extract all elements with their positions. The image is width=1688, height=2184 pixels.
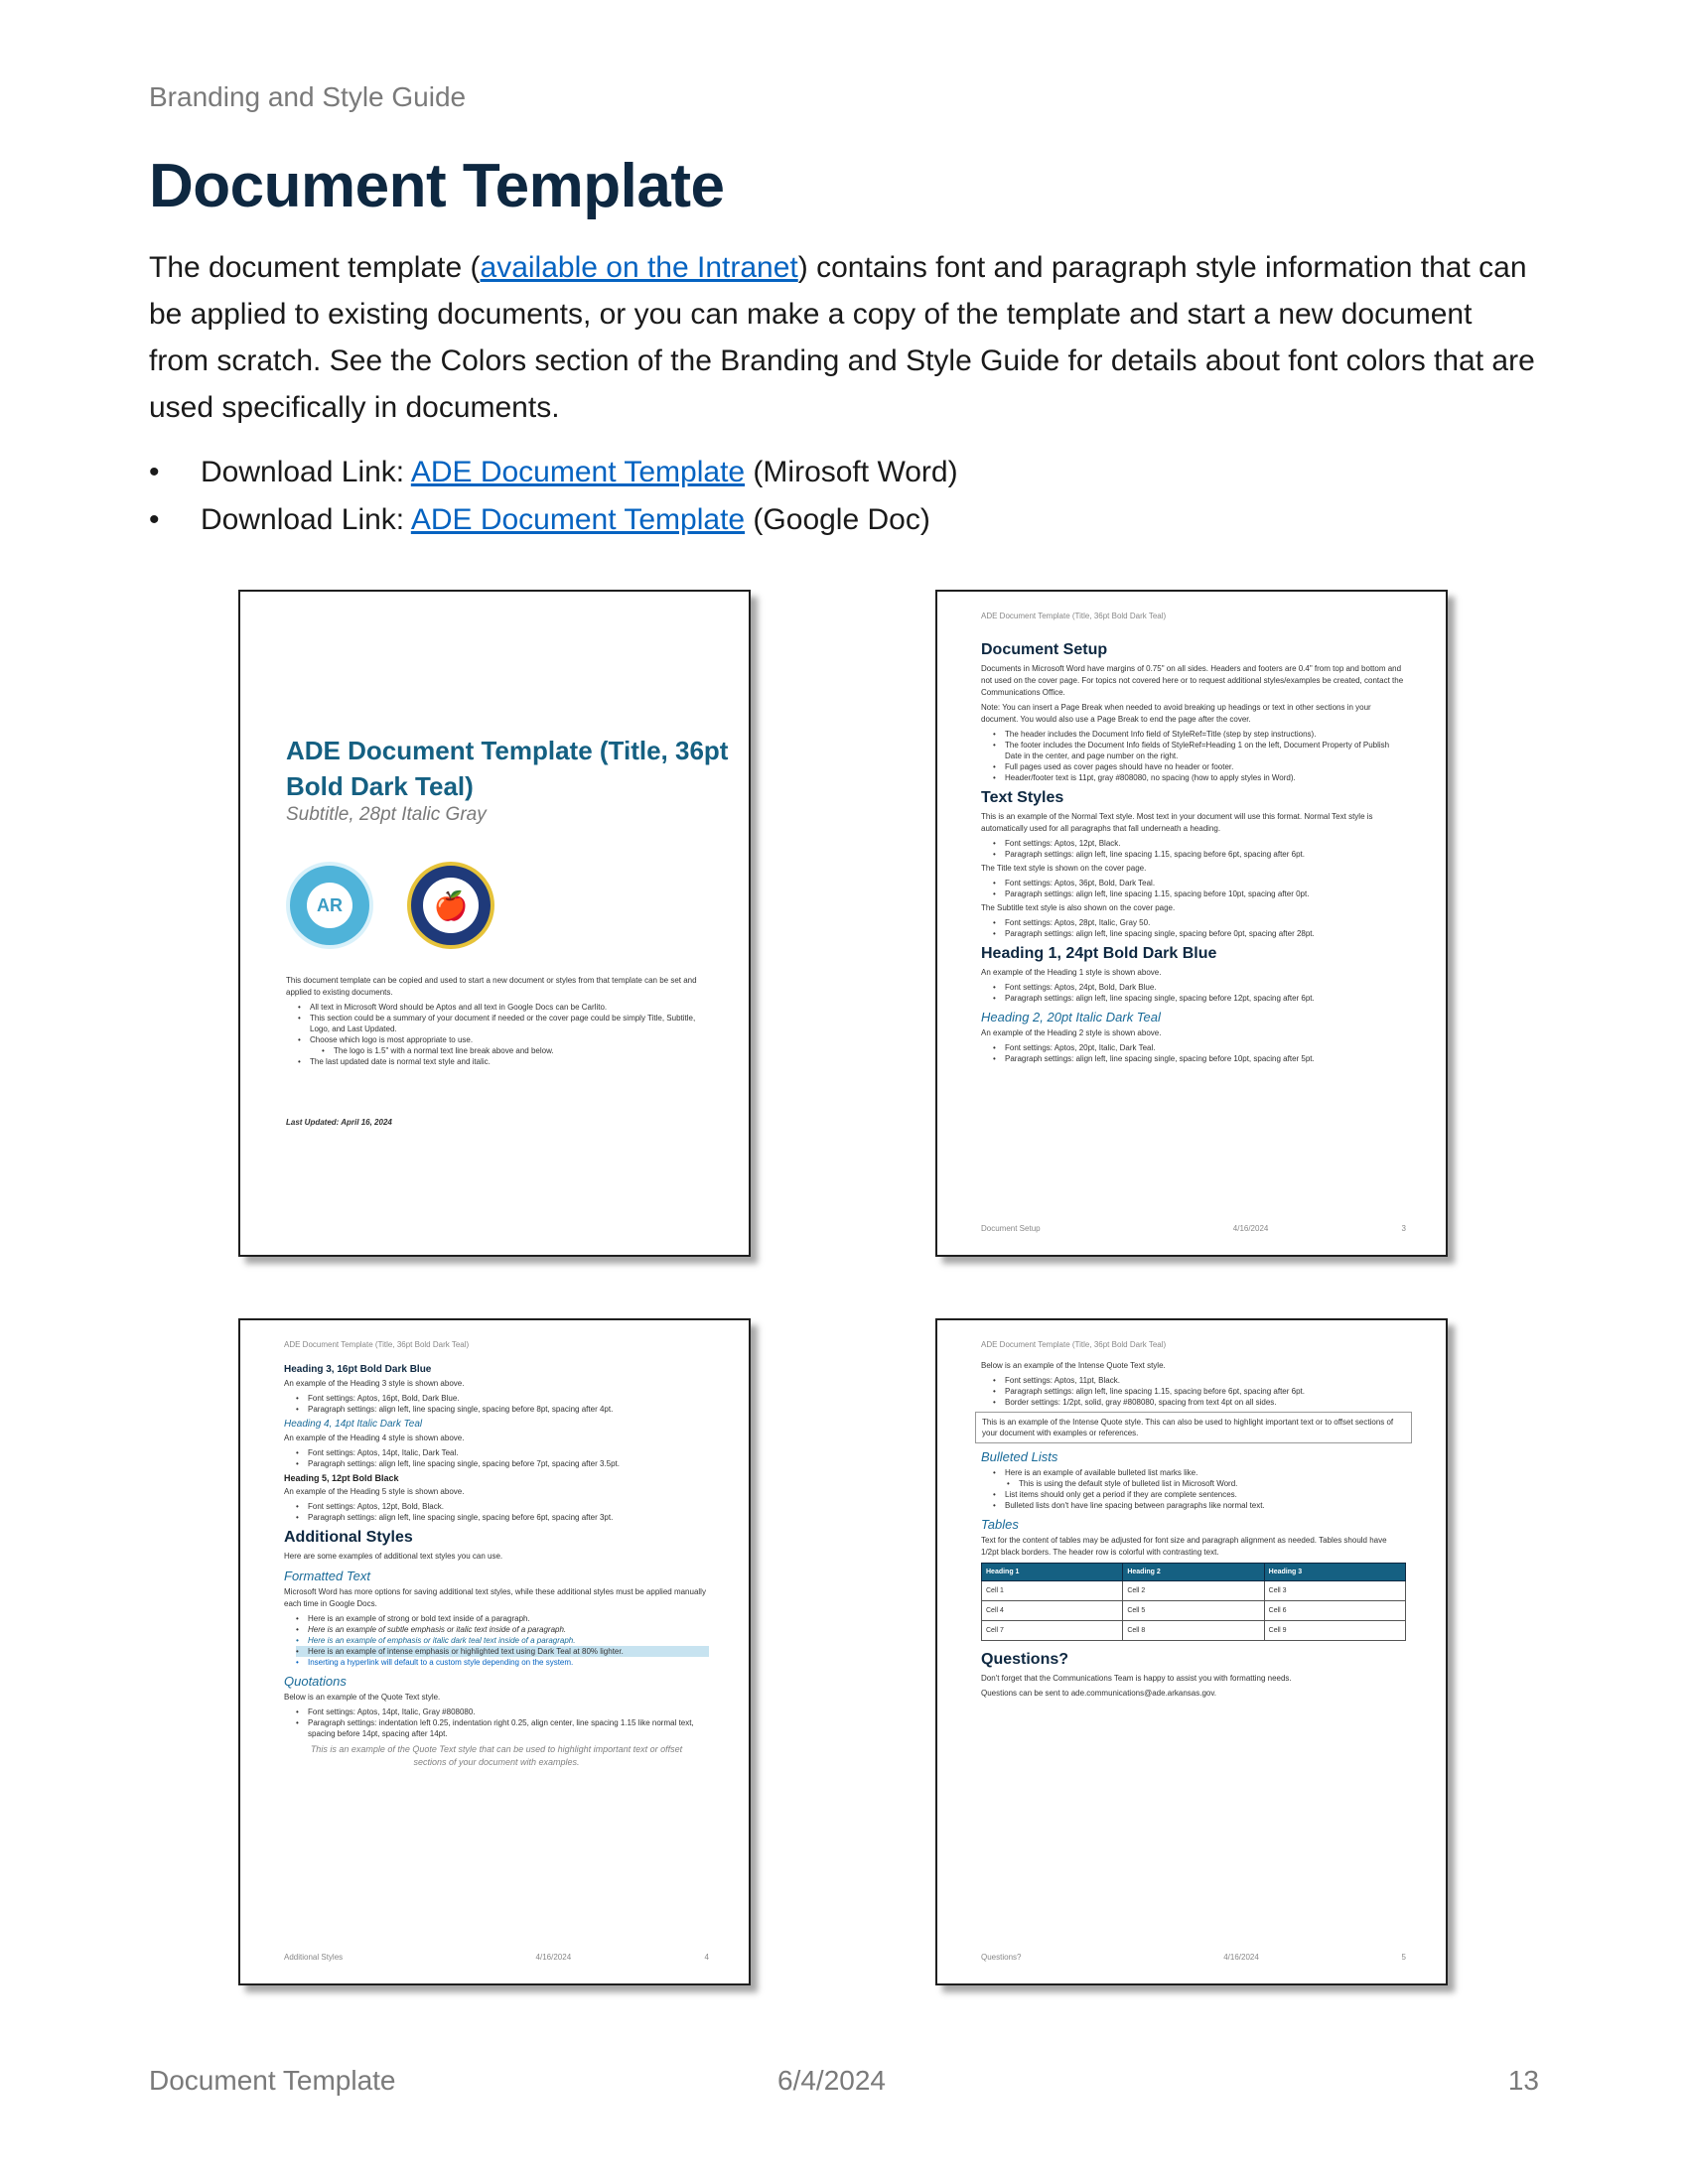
arkansas-department-logo [286, 862, 373, 949]
table-cell: Cell 5 [1123, 1601, 1264, 1621]
last-updated: Last Updated: April 16, 2024 [286, 1118, 392, 1127]
list-item: • Here is an example of subtle emphasis or italic text inside of a paragraph. [296, 1624, 709, 1635]
formatted-paragraph: Microsoft Word has more options for saving additional text styles, while these additional styles must be applied manually each time in Google Docs. [284, 1587, 706, 1608]
cover-body [286, 975, 709, 1070]
footer-page-number: 13 [1507, 2065, 1539, 2096]
list-item: • Border settings: 1/2pt, solid, gray #808080, spacing from text 4pt on all sides. [993, 1397, 1406, 1408]
download-link-word[interactable]: ADE Document Template [410, 456, 746, 488]
table-cell: Cell 7 [982, 1621, 1123, 1641]
quote-paragraph: Below is an example of the Quote Text style. [284, 1693, 441, 1702]
subtitle-paragraph: The Subtitle text style is also shown on the cover page. [981, 903, 1176, 912]
list-item: • Paragraph settings: align left, line spacing single, spacing before 12pt, spacing after 6pt. [993, 993, 1406, 1004]
footer-date: 4/16/2024 [535, 1953, 572, 1962]
h4-list [296, 1447, 709, 1469]
list-item: • Paragraph settings: align left, line spacing single, spacing before 7pt, spacing after 3.5pt. [296, 1458, 709, 1469]
list-item: • Inserting a hyperlink will default to a custom style depending on the system. [296, 1657, 709, 1668]
quote-list [296, 1706, 709, 1739]
h1-paragraph: An example of the Heading 1 style is shown above. [981, 968, 1162, 977]
intense-quote-box: This is an example of the Intense Quote style. This can also be used to highlight important text or to offset sections of your document with examples or references. [975, 1412, 1412, 1443]
h2-paragraph: An example of the Heading 2 style is shown above. [981, 1028, 1162, 1037]
download-list [149, 449, 958, 544]
list-item: • The header includes the Document Info field of StyleRef=Title (step by step instructions). [993, 729, 1406, 740]
list-item: • Here is an example of intense emphasis or highlighted text using Dark Teal at 80% lighter. [296, 1646, 709, 1657]
intranet-link[interactable]: available on the Intranet [480, 251, 798, 284]
heading-tables: Tables [981, 1517, 1019, 1532]
intense-list [993, 1375, 1406, 1408]
thumb-content [284, 1360, 709, 1773]
heading-1-example: Heading 1, 24pt Bold Dark Blue [981, 945, 1217, 962]
setup-note: Note: You can insert a Page Break when needed to avoid breaking up headings or text in other sections in your document. You would also use a Page Break to end the page after the cover. [981, 703, 1371, 724]
questions-contact: Questions can be sent to ade.communications@ade.arkansas.gov. [981, 1689, 1216, 1698]
thumb-footer [981, 1953, 1406, 1962]
footer-page: 3 [1401, 1224, 1406, 1233]
list-item: • Choose which logo is most appropriate to use. [298, 1034, 709, 1045]
list-item: • Paragraph settings: align left, line spacing 1.15, spacing before 6pt, spacing after 6pt. [993, 849, 1406, 860]
setup-list [993, 729, 1406, 783]
list-item: • Font settings: Aptos, 14pt, Italic, Dark Teal. [296, 1447, 709, 1458]
thumb-footer [981, 1224, 1406, 1233]
thumb-content [981, 635, 1406, 1067]
table-header-cell: Heading 2 [1123, 1564, 1264, 1581]
thumb-content [981, 1360, 1406, 1703]
footer-date: 4/16/2024 [1232, 1224, 1269, 1233]
heading-questions: Questions? [981, 1651, 1069, 1668]
list-item: • This section could be a summary of your document if needed or the cover page could be simply Title, Subtitle, Logo, and Last Updated. [298, 1013, 709, 1034]
list-item: • Here is an example of strong or bold text inside of a paragraph. [296, 1613, 709, 1624]
heading-document-setup: Document Setup [981, 641, 1108, 658]
list-item: • List items should only get a period if they are complete sentences. [993, 1489, 1406, 1500]
bulleted-list [993, 1467, 1406, 1511]
list-item: • Paragraph settings: align left, line spacing single, spacing before 10pt, spacing after 5pt. [993, 1053, 1406, 1064]
table-header-row [982, 1564, 1406, 1581]
table-cell: Cell 3 [1264, 1581, 1405, 1601]
h3-paragraph: An example of the Heading 3 style is shown above. [284, 1379, 465, 1388]
list-item: • Bulleted lists don't have line spacing between paragraphs like normal text. [993, 1500, 1406, 1511]
heading-additional-styles: Additional Styles [284, 1529, 413, 1546]
quote-example: This is an example of the Quote Text style that can be used to highlight important text or offset sections of your document with examples. [310, 1744, 683, 1767]
thumbnail-questions-page [935, 1318, 1448, 1985]
heading-formatted-text: Formatted Text [284, 1569, 370, 1583]
table-cell: Cell 1 [982, 1581, 1123, 1601]
table-cell: Cell 8 [1123, 1621, 1264, 1641]
page-title: Document Template [149, 152, 725, 220]
list-item: • Paragraph settings: align left, line spacing single, spacing before 8pt, spacing after 4pt. [296, 1404, 709, 1415]
text-list [993, 838, 1406, 860]
table-header-cell: Heading 1 [982, 1564, 1123, 1581]
text-paragraph: This is an example of the Normal Text style. Most text in your document will use this format. Normal Text style is automatically used for all paragraphs that fall underneath a heading. [981, 812, 1373, 833]
list-item: • Font settings: Aptos, 14pt, Italic, Gray #808080. [296, 1706, 709, 1717]
heading-4-example: Heading 4, 14pt Italic Dark Teal [284, 1419, 423, 1430]
thumb-footer [284, 1953, 709, 1962]
intro-post: ) contains font and paragraph style information that can be applied to existing documents, or you can make a copy of the template and start a new document from scratch. See the Colors section of the Branding and Style Guide for details about font colors that are used specifically in documents. [149, 251, 1535, 424]
table-row [982, 1621, 1406, 1641]
list-item: • Font settings: Aptos, 36pt, Bold, Dark Teal. [993, 878, 1406, 888]
cover-subtitle: Subtitle, 28pt Italic Gray [286, 804, 487, 825]
table-cell: Cell 9 [1264, 1621, 1405, 1641]
list-item: • Font settings: Aptos, 11pt, Black. [993, 1375, 1406, 1386]
heading-bulleted-lists: Bulleted Lists [981, 1449, 1058, 1464]
title-paragraph: The Title text style is shown on the cover page. [981, 864, 1147, 873]
h3-list [296, 1393, 709, 1415]
additional-paragraph: Here are some examples of additional text styles you can use. [284, 1552, 503, 1561]
footer-section-title: Document Template [149, 2065, 396, 2096]
list-item: • Font settings: Aptos, 12pt, Bold, Black. [296, 1501, 709, 1512]
heading-3-example: Heading 3, 16pt Bold Dark Blue [284, 1364, 432, 1375]
list-item: • All text in Microsoft Word should be Aptos and all text in Google Docs can be Carlito. [298, 1002, 709, 1013]
formatted-list [296, 1613, 709, 1668]
footer-date: 6/4/2024 [777, 2065, 886, 2096]
list-item: • Paragraph settings: align left, line spacing single, spacing before 0pt, spacing after 28pt. [993, 928, 1406, 939]
h2-list [993, 1042, 1406, 1064]
list-item: • This is using the default style of bulleted list in Microsoft Word. [1007, 1478, 1406, 1489]
footer-section: Document Setup [981, 1224, 1041, 1233]
cover-paragraph: This document template can be copied and used to start a new document or styles from that template can be set and applied to existing documents. [286, 976, 697, 997]
download-item-word [149, 449, 958, 496]
download-link-google[interactable]: ADE Document Template [410, 503, 746, 536]
thumbnail-cover-page [238, 590, 751, 1257]
support-service-logo [407, 862, 494, 949]
list-item: • The footer includes the Document Info fields of StyleRef=Heading 1 on the left, Document Property of Publish Date in the center, and page number on the right. [993, 740, 1406, 761]
heading-5-example: Heading 5, 12pt Bold Black [284, 1473, 399, 1483]
thumb-header: ADE Document Template (Title, 36pt Bold Dark Teal) [981, 1340, 1167, 1349]
list-item: • Here is an example of available bulleted list marks like. [993, 1467, 1406, 1478]
table-row [982, 1581, 1406, 1601]
table-cell: Cell 4 [982, 1601, 1123, 1621]
table-cell: Cell 6 [1264, 1601, 1405, 1621]
download-suffix: (Google Doc) [745, 503, 930, 536]
cover-list [298, 1002, 709, 1067]
footer-page: 5 [1401, 1953, 1406, 1962]
logo-ar-mark: AR [307, 883, 352, 928]
table-header-cell: Heading 3 [1264, 1564, 1405, 1581]
thumbnail-additional-styles-page [238, 1318, 751, 1985]
setup-paragraph: Documents in Microsoft Word have margins of 0.75" on all sides. Headers and footers are 0.4" from top and bottom and not used on the cover page. For topics not covered here or to request additional styles/examples be created, contact the Communications Office. [981, 664, 1404, 697]
list-item: • Here is an example of emphasis or italic dark teal text inside of a paragraph. [296, 1635, 709, 1646]
list-item: • Font settings: Aptos, 16pt, Bold, Dark Blue. [296, 1393, 709, 1404]
example-table [981, 1563, 1406, 1641]
subtitle-list [993, 917, 1406, 939]
intense-intro: Below is an example of the Intense Quote Text style. [981, 1361, 1166, 1370]
h5-paragraph: An example of the Heading 5 style is shown above. [284, 1487, 465, 1496]
list-item: • Font settings: Aptos, 24pt, Bold, Dark Blue. [993, 982, 1406, 993]
intro-pre: The document template ( [149, 251, 481, 284]
list-item: • Paragraph settings: align left, line spacing single, spacing before 6pt, spacing after 3pt. [296, 1512, 709, 1523]
list-item: • Paragraph settings: indentation left 0.25, indentation right 0.25, align center, line spacing 1.15 like normal text, spacing before 14pt, spacing after 14pt. [296, 1717, 709, 1739]
list-item: • Font settings: Aptos, 12pt, Black. [993, 838, 1406, 849]
intro-paragraph [149, 244, 1539, 431]
thumb-header: ADE Document Template (Title, 36pt Bold Dark Teal) [981, 612, 1167, 620]
list-item: • Font settings: Aptos, 20pt, Italic, Dark Teal. [993, 1042, 1406, 1053]
thumb-header: ADE Document Template (Title, 36pt Bold Dark Teal) [284, 1340, 470, 1349]
thumbnail-setup-page [935, 590, 1448, 1257]
heading-2-example: Heading 2, 20pt Italic Dark Teal [981, 1010, 1161, 1024]
title-list [993, 878, 1406, 899]
table-cell: Cell 2 [1123, 1581, 1264, 1601]
list-item: • Font settings: Aptos, 28pt, Italic, Gray 50. [993, 917, 1406, 928]
download-prefix: Download Link: [201, 456, 411, 488]
h4-paragraph: An example of the Heading 4 style is shown above. [284, 1433, 465, 1442]
apple-icon: 🍎 [423, 878, 479, 933]
download-prefix: Download Link: [201, 503, 411, 536]
h5-list [296, 1501, 709, 1523]
list-item: • Header/footer text is 11pt, gray #808080, no spacing (how to apply styles in Word). [993, 772, 1406, 783]
cover-title: ADE Document Template (Title, 36pt Bold Dark Teal) [286, 736, 729, 801]
list-item: • Full pages used as cover pages should have no header or footer. [993, 761, 1406, 772]
running-header: Branding and Style Guide [149, 81, 467, 112]
download-suffix: (Mirosoft Word) [745, 456, 958, 488]
heading-quotations: Quotations [284, 1674, 347, 1689]
table-row [982, 1601, 1406, 1621]
footer-date: 4/16/2024 [1223, 1953, 1259, 1962]
footer-section: Additional Styles [284, 1953, 344, 1962]
footer-section: Questions? [981, 1953, 1022, 1962]
h1-list [993, 982, 1406, 1004]
list-item: • Paragraph settings: align left, line spacing 1.15, spacing before 10pt, spacing after 0pt. [993, 888, 1406, 899]
download-item-google [149, 496, 958, 544]
list-item: • The last updated date is normal text style and italic. [298, 1056, 709, 1067]
list-item: • The logo is 1.5" with a normal text line break above and below. [322, 1045, 709, 1056]
questions-paragraph: Don't forget that the Communications Team is happy to assist you with formatting needs. [981, 1674, 1292, 1683]
footer-page: 4 [704, 1953, 709, 1962]
heading-text-styles: Text Styles [981, 789, 1064, 806]
list-item: • Paragraph settings: align left, line spacing 1.15, spacing before 6pt, spacing after 6pt. [993, 1386, 1406, 1397]
tables-paragraph: Text for the content of tables may be adjusted for font size and paragraph alignment as needed. Tables should have 1/2pt black borders. The header row is colorful with contrasting text. [981, 1536, 1387, 1557]
